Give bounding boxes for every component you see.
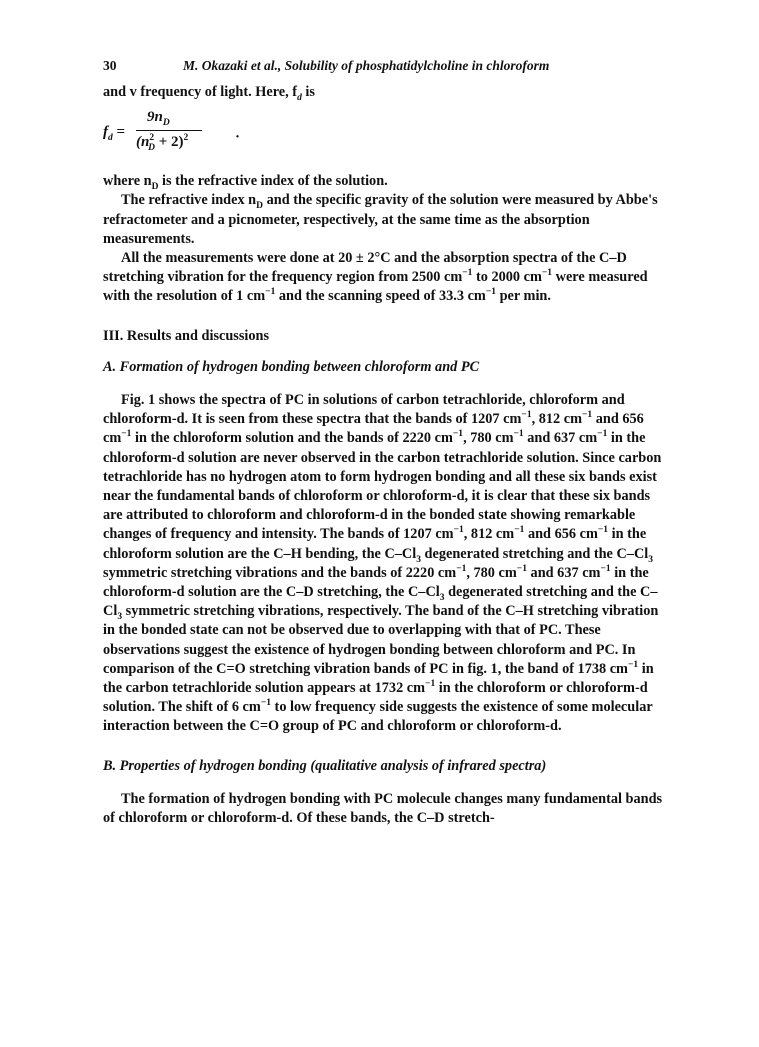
subsection-heading-a: A. Formation of hydrogen bonding between chloroform and PC <box>103 358 480 375</box>
subsection-heading-b: B. Properties of hydrogen bonding (qualitative analysis of infrared spectra) <box>103 757 547 774</box>
equation-denominator: $(n^2_D + 2)^2$ <box>136 133 189 154</box>
running-header <box>103 58 663 74</box>
equation-lhs: $f_d$ = <box>103 124 126 144</box>
paragraph-results-a: Fig. 1 shows the spectra of PC in solutions of carbon tetrachloride, chloroform and chloroform-d. It is seen from these spectra that the bands of 1207 $cm^{-1}$, 812 $cm^{-1}$ and 656 $cm^{-1}$ in the chloroform solution and the bands of 2220 $cm^{-1}$, 780 $cm^{-1}$ and 637 $cm^{-1}$ in the chloroform-d solution are never observed in the carbon tetrachloride solution. Since carbon tetrachloride has no hydrogen atom to form hydrogen bonding and all these six bands exist near the fundamental bands of chloroform or chloroform-d, it is clear that these six bands are attributed to chloroform and chloroform-d in the bonded state showing remarkable changes of frequency and intensity. The bands of 1207 $cm^{-1}$, 812 $cm^{-1}$ and 656 $cm^{-1}$ in the chloroform solution are the C–H bending, the $C-Cl_3$ degenerated stretching and the $C-Cl_3$ symmetric stretching vibrations and the bands of 2220 $cm^{-1}$, 780 $cm^{-1}$ and 637 $cm^{-1}$ in the chloroform-d solution are the C–D stretching, the $C-Cl_3$ degenerated stretching and the $C-Cl_3$ symmetric stretching vibrations, respectively. The band of the C–H stretching vibration in the bonded state can not be observed due to overlapping with that of PC. These observations suggest the existence of hydrogen bonding between chloroform and PC. In comparison of the C=O stretching vibration bands of PC in fig. 1, the band of 1738 $cm^{-1}$ in the carbon tetrachloride solution appears at 1732 $cm^{-1}$ in the chloroform or chloroform-d solution. The shift of 6 $cm^{-1}$ to low frequency side suggests the existence of some molecular interaction between the C=O group of PC and chloroform or chloroform-d. <box>103 392 662 735</box>
running-title: M. Okazaki et al., Solubility of phosphatidylcholine in chloroform <box>183 58 550 73</box>
intro-line: and v frequency of light. Here, $f_d$ is <box>103 84 315 103</box>
equation-dot: · <box>235 129 241 146</box>
where-line: where $n_D$ is the refractive index of the solution. <box>103 173 388 193</box>
fraction-bar <box>136 130 202 131</box>
paragraph-measurements: All the measurements were done at 20 ± 2°C and the absorption spectra of the C–D stretching vibration for the frequency region from 2500 $cm^{-1}$ to 2000 $cm^{-1}$ were measured with the resolution of 1 $cm^{-1}$ and the scanning speed of 33.3 $cm^{-1}$ per min. <box>103 250 648 305</box>
paragraph-results-b: The formation of hydrogen bonding with PC molecule changes many fundamental bands of chloroform or chloroform-d. Of these bands, the C–D stretch- <box>103 790 663 827</box>
page-number: 30 <box>103 58 117 73</box>
paragraph-refractive-index: The refractive index $n_D$ and the specific gravity of the solution were measured by Abbe's refractometer and a picnometer, respectively, at the same time as the absorption measurements. <box>103 192 658 247</box>
body-text <box>103 83 669 828</box>
equation-numerator: $9n_D$ <box>147 109 170 129</box>
equation-fd <box>103 108 669 164</box>
section-heading: III. Results and discussions <box>103 327 270 344</box>
